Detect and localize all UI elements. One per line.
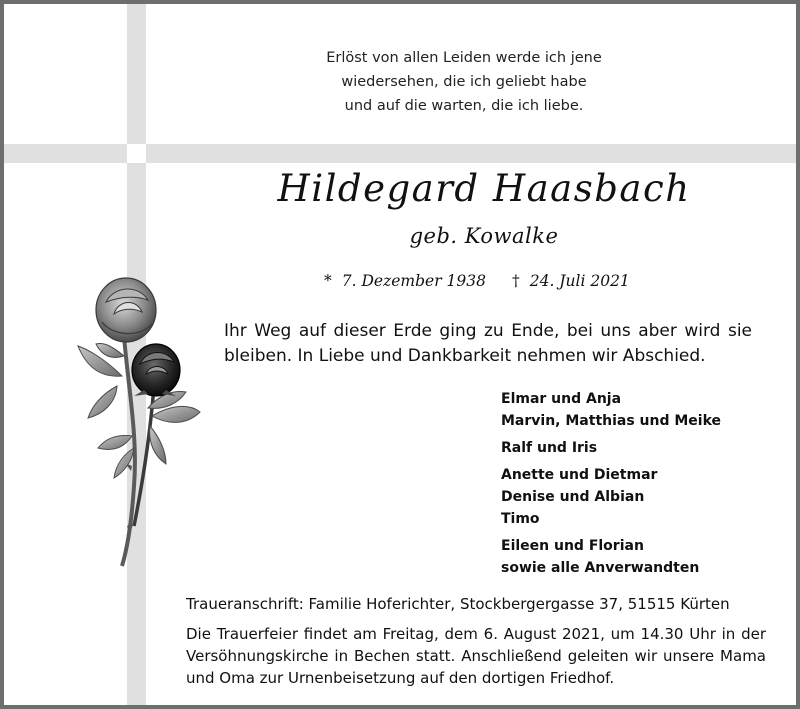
life-dates [324,272,684,290]
family-line: Ralf und Iris [501,440,598,456]
family-group [501,437,786,459]
mourning-address: Traueranschrift: Familie Hoferichter, Stockbergergasse 37, 51515 Kürten [186,595,730,613]
quote-line: wiedersehen, die ich geliebt habe [341,74,587,90]
farewell-text-line: bleiben. In Liebe und Dankbarkeit nehmen wir Abschied. [224,346,706,366]
cross-center [127,144,146,163]
funeral-info-line: und Oma zur Urnenbeisetzung auf den dortigen Friedhof. [186,669,615,687]
family-line: Elmar und Anja [501,391,622,407]
family-group [501,535,786,579]
family-line: Marvin, Matthias und Meike [501,413,722,429]
death-symbol: † [511,272,520,290]
rose-illustration [62,266,212,586]
quote-line: und auf die warten, die ich liebe. [344,98,584,114]
family-list [501,388,786,584]
family-line: Anette und Dietmar [501,467,658,483]
farewell-text [224,319,752,369]
funeral-info-line: Versöhnungskirche in Bechen statt. Anschließend geleiten wir unsere Mama [186,647,766,665]
cross-horizontal-bar [4,144,796,163]
funeral-info-line: Die Trauerfeier findet am Freitag, dem 6. August 2021, um 14.30 Uhr in der [186,625,766,643]
birth-symbol: * [324,272,332,290]
family-line: Eileen und Florian [501,538,644,554]
farewell-text-line: Ihr Weg auf dieser Erde ging zu Ende, bei uns aber wird sie [224,321,752,341]
deceased-name: Hildegard Haasbach [277,167,691,210]
death-date: 24. Juli 2021 [529,272,630,290]
quote [294,46,634,118]
quote-line: Erlöst von allen Leiden werde ich jene [326,50,602,66]
family-group [501,464,786,530]
birth-date: 7. Dezember 1938 [341,272,486,290]
family-line: Timo [501,511,540,527]
obituary-card [4,4,796,705]
maiden-name: geb. Kowalke [409,224,559,248]
family-line: sowie alle Anverwandten [501,560,700,576]
family-group [501,388,786,432]
funeral-info [186,623,766,689]
family-line: Denise und Albian [501,489,645,505]
